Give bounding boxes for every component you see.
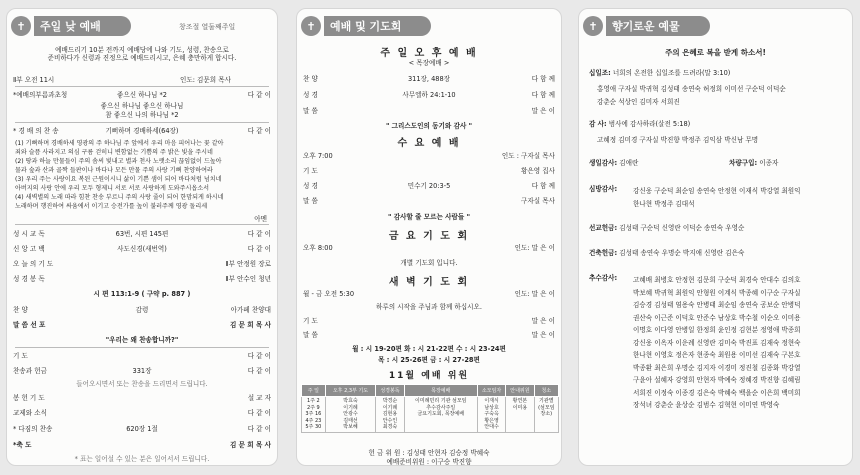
thanks-heading: 감 사: 범사에 감사하라(살전 5:18)	[589, 120, 691, 128]
sermon-title: "우리는 왜 찬송합니까?"	[105, 336, 179, 344]
offering-note: 들어오시면서 또는 찬송을 드리면서 드립니다.	[76, 380, 208, 388]
table-cell: 박효숙 이기례 안광수 김태선 박보혜	[325, 397, 376, 433]
lyric-line: (1) 기뻐하며 경배하세 영광의 주 하나님 주 앞에서 우리 마음 피어나는 꽃 같아	[15, 140, 224, 147]
harvest-names	[633, 274, 846, 412]
song-lyric: 좋으신 하나님 좋으신 하나님	[100, 102, 184, 110]
hymn-lyrics	[15, 139, 223, 211]
order-row: 교제와 소식 다 같 이	[13, 409, 271, 417]
section-subtitle: < 목장예배 >	[408, 59, 450, 67]
order-row: * 다짐의 찬송 620장 1절 다 같 이	[13, 425, 271, 433]
order-row: 오후 7:00 인도 : 구자실 목사	[303, 152, 555, 160]
building-row: 건축헌금: 김성태 송연숙 우명순 박지애 신영란 김은숙	[589, 249, 745, 257]
offerings-panel	[578, 8, 853, 466]
table-cell: 이재식 남상호 구숙옥 황은영 안대수	[477, 397, 505, 433]
order-row: 신 앙 고 백 사도신경(새번역) 다 같 이	[13, 245, 271, 253]
table-cell: 1주 2 2주 9 3주 16 4주 23 5주 30	[302, 397, 326, 433]
intro-line: 예배드리기 10분 전까지 예배당에 나와 기도, 성령, 찬송으로	[55, 46, 229, 54]
order-row: 월 - 금 오전 5:30 인도: 말 은 이	[303, 290, 555, 298]
harvest-heading: 추수감사:	[589, 274, 618, 282]
committee-footer: 예배준비위원 : 이구승 박진향	[386, 458, 472, 466]
name-line: 이명호 이다영 안병일 한정희 윤인정 김현분 정영애 박종희	[633, 326, 801, 334]
order-row: 성 경 봉 독 Ⅱ부 안수인 청년	[13, 275, 271, 283]
mission-row: 선교헌금: 김성태 구순덕 신영란 이덕순 송연숙 우영순	[589, 224, 745, 232]
name-line: 고혜배 최병호 안정현 김문희 구순덕 최경숙 안대수 김의호	[633, 276, 801, 284]
services-panel	[296, 8, 562, 466]
table-header-cell: 목장예배	[404, 385, 477, 397]
order-row: 찬 양 감령 아가페 찬양대	[13, 306, 271, 314]
committee-table	[301, 384, 559, 433]
name-line: 장석녀 강춘순 윤상순 김범수 김혁현 이미연 박영숙	[633, 401, 780, 409]
name-line: 구윤아 설혜자 강영희 안현자 박예숙 정혜경 박진향 김혜림	[633, 376, 801, 384]
note: 하루의 시작을 주님과 함께 하십시오.	[375, 303, 483, 311]
table-header-cell: 청소	[534, 385, 558, 397]
name-line: 고혜정 김미경 구자실 박진향 박정주 김익삼 박신남 무명	[597, 136, 759, 144]
intro-line: 준비하다가 신령과 진정으로 예배드리시고, 은혜 충만하게 합시다.	[47, 54, 237, 62]
service-time-row: Ⅱ부 오전 11시 인도: 김문희 목사	[13, 76, 231, 84]
tithe-heading: 십일조: 너희의 온전한 십일조를 드려라(말 3:10)	[589, 69, 731, 77]
sermon-title: " 그리스도인의 동기와 감사 "	[385, 122, 473, 130]
name-line: 김승경 김성태 염용숙 안병태 최순임 송연숙 공보순 안병덕	[633, 301, 801, 309]
name-line: 강춘순 석상인 김미자 서희진	[597, 97, 680, 106]
reading-plan: 월 : 시 19-20편 화 : 시 21-22편 수 : 시 23-24편	[352, 345, 506, 353]
song-lyric: 참 좋으신 나의 하나님 *2	[105, 111, 179, 119]
lyric-line: 아버지의 사랑 안에 우리 모두 형제니 서로 서로 사랑하게 도와주시옵소서	[15, 185, 210, 192]
logo-icon: ✝	[301, 16, 321, 36]
order-row: 기 도 말 은 이	[303, 317, 555, 325]
section-title: 11월 예배 위원	[388, 371, 470, 381]
name-line: 한나현 박정주 김대석	[633, 199, 695, 208]
logo-icon: ✝	[583, 16, 603, 36]
tithe-names	[597, 83, 846, 108]
section-title: 주 일 오 후 예 배	[380, 48, 478, 59]
order-row: 성 경 사무엘하 24:1-10 다 함 께	[303, 91, 555, 99]
order-row: 성 경 민수기 20:3-5 다 함 께	[303, 182, 555, 190]
visit-names	[633, 185, 846, 210]
name-line: 권산숙 이근준 이덕호 안준수 남상호 박수철 이순오 이미용	[633, 313, 801, 322]
reading-plan: 목 : 시 25-26편 금 : 시 27-28편	[378, 356, 480, 364]
sermon-title: " 감사할 줄 모르는 사람들 "	[387, 213, 471, 221]
scripture-ref: 시 편 113:1-9 ( 구약 p. 887 )	[93, 290, 191, 298]
footnote: * 표는 일어설 수 있는 분은 일어서서 드립니다.	[74, 455, 210, 463]
thanks-names	[597, 134, 846, 147]
lyric-line: (3) 우리 주는 사랑이요 복된 근원이시니 삶이 기쁜 샘이 되어 바다처럼 넘치네	[15, 176, 222, 183]
name-line: 한나현 이영호 정은자 현종숙 최원용 이미선 김재숙 구본호	[633, 351, 801, 359]
table-header-cell: 안내위원	[506, 385, 534, 397]
order-row: 오후 8:00 인도: 말 은 이	[303, 244, 555, 252]
order-row: 말 씀 선 포 김 문 희 목 사	[13, 321, 271, 329]
panel-header	[579, 15, 710, 37]
table-header-cell: 성경봉독	[376, 385, 404, 397]
amen-label: 아멘	[254, 215, 267, 223]
name-line: 박종환 최은희 우명순 김지자 이경미 정진철 김종화 박강열	[633, 363, 801, 372]
order-row: 찬 양 311장, 488장 다 함 께	[303, 75, 555, 83]
order-row: 말 씀 말 은 이	[303, 107, 555, 115]
name-line: 강신웅 구순덕 최순임 송연숙 안정현 이재식 박강열 최원익	[633, 187, 801, 195]
order-row: 봉 헌 기 도 설 교 자	[13, 394, 271, 402]
order-row: *축 도 김 문 희 목 사	[13, 441, 271, 449]
panel-title: 예배 및 기도회	[324, 16, 431, 36]
table-cell: 이미례민리 기관 섬모임 추수감사주일 금요기도회, 목장예배	[404, 397, 477, 433]
table-cell: 기관별 (섬모임 장소)	[534, 397, 558, 433]
order-row: 오 늘 의 기 도 Ⅱ부 안정원 장로	[13, 260, 271, 268]
table-cell: 박경순 이기례 김현용 안수인 최경숙	[376, 397, 404, 433]
birthday-row: 생일감사: 김애란 차량구입: 이종자	[589, 159, 779, 167]
table-header-cell: 소모임자	[477, 385, 505, 397]
table-cell: 황연본 이미용	[506, 397, 534, 433]
logo-icon: ✝	[11, 16, 31, 36]
order-row: 성 시 교 독 63번, 시편 145편 다 같 이	[13, 230, 271, 238]
order-row: 말 씀 말 은 이	[303, 331, 555, 339]
panel-title: 향기로운 예물	[606, 16, 710, 36]
note: 개별 기도회 입니다.	[400, 259, 458, 267]
section-title: 금 요 기 도 회	[388, 231, 470, 242]
section-title: 새 벽 기 도 회	[388, 277, 470, 288]
lyric-line: 노래하며 행진하여 싸움에서 이기고 승전가를 높이 불러주께 영광 돌리세	[15, 203, 208, 210]
committee-footer: 헌 금 위 원 : 김성태 안현자 김승정 박혜숙	[368, 449, 490, 457]
order-row: 기 도 다 같 이	[13, 352, 271, 360]
order-row: * 경 배 의 찬 송 기뻐하며 경배하세(64장) 다 같 이	[13, 127, 271, 135]
lyric-line: 물과 숲과 산과 골짝 들판이나 바다나 모든 만물 주의 사랑 기뻐 찬양하여라	[15, 167, 213, 174]
order-row: 기 도 황은영 집사	[303, 167, 555, 175]
name-line: 강신웅 이옥자 이운례 신영란 김미숙 박진표 김재숙 정현숙	[633, 338, 801, 347]
panel-header	[7, 15, 131, 37]
table-header-cell: 오후 2,3부 기도	[325, 385, 376, 397]
sunday-service-panel	[6, 8, 278, 466]
lyric-line: 죄와 슬픔 사라지고 의심 구름 걷히니 변함없는 기쁨의 주 밝은 빛을 주시네	[15, 149, 213, 156]
name-line: 서희진 이정숙 이종경 김은숙 박혜숙 백을순 이은희 백미희	[633, 388, 801, 397]
season-label: 창조절 열둘째주일	[179, 23, 236, 31]
order-row: *예배의부름과초청 좋으신 하나님 *2 다 같 이	[13, 91, 271, 99]
lyric-line: (4) 새벽별의 노래 따라 힘찬 찬송 부르니 주의 사랑 줄이 되어 한맘되게 하시네	[15, 194, 224, 201]
panel-header	[297, 15, 431, 37]
visit-heading: 심방감사:	[589, 185, 618, 193]
section-title: 수 요 예 배	[397, 138, 461, 149]
blessing-headline: 주의 은혜로 복을 받게 하소서!	[665, 48, 766, 57]
order-row: 찬송과 헌금 331장 다 같 이	[13, 367, 271, 375]
name-line: 박보혜 박귀혁 최원익 안형원 이계식 박종혜 이구순 구자실	[633, 288, 801, 297]
table-header-cell: 주 일	[302, 385, 326, 397]
panel-title: 주일 낮 예배	[34, 16, 131, 36]
order-row: 말 씀 구자실 목사	[303, 197, 555, 205]
lyric-line: (2) 땅과 하늘 만물들이 주의 솜씨 빛내고 별과 천사 노랫소리 끊임없이 드높아	[15, 158, 222, 165]
name-line: 홍영애 구자실 박귀혁 김성태 송연숙 허정희 이미선 구순덕 이덕순	[597, 85, 786, 93]
